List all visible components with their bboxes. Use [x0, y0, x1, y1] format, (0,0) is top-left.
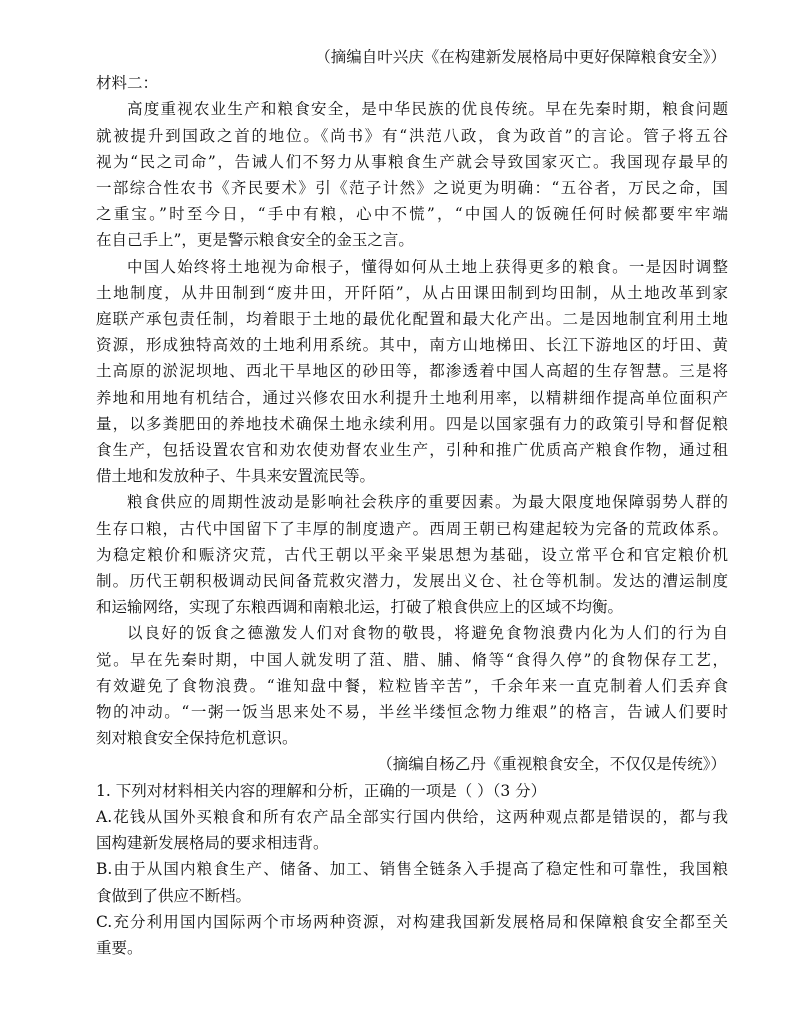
- paragraph-line: 粮食供应的周期性波动是影响社会秩序的重要因素。为最大限度地保障弱势人群的: [127, 493, 728, 512]
- material-label: 材料二：: [96, 74, 159, 93]
- paragraph-line: 土地制度，从井田制到“废井田，开阡陌”，从占田课田制到均田制，从土地改革到家: [96, 283, 728, 302]
- option-b: [96, 856, 728, 908]
- source-citation-1: （摘编自叶兴庆《在构建新发展格局中更好保障粮食安全》）: [315, 48, 726, 66]
- option-line: C.充分利用国内国际两个市场两种资源，对构建我国新发展格局和保障粮食安全都至关: [96, 912, 728, 931]
- option-c: [96, 909, 728, 961]
- paragraph-line: 庭联产承包责任制，均着眼于土地的最优化配置和最大化产出。二是因地制宜利用土地: [96, 310, 728, 329]
- option-line: 重要。: [96, 938, 143, 957]
- paragraph-line: 生存口粮，古代中国留下了丰厚的制度遗产。西周王朝已构建起较为完备的荒政体系。: [96, 519, 728, 538]
- paragraph-line: 物的冲动。“一粥一饭当思来处不易，半丝半缕恒念物力维艰”的格言，告诫人们要时: [96, 703, 728, 722]
- paragraph-line: 以良好的饭食之德激发人们对食物的敬畏，将避免食物浪费内化为人们的行为自: [127, 624, 728, 643]
- document-page: [96, 44, 728, 961]
- source-citation-2: （摘编自杨乙丹《重视粮食安全，不仅仅是传统》）: [377, 755, 726, 774]
- paragraph-line: 觉。早在先秦时期，中国人就发明了菹、腊、脯、脩等“食得久停”的食物保存工艺，: [96, 650, 728, 669]
- paragraph-line: 有效避免了食物浪费。“谁知盘中餐，粒粒皆辛苦”，千余年来一直克制着人们丢弃食: [96, 676, 728, 695]
- paragraph-line: 高度重视农业生产和粮食安全，是中华民族的优良传统。早在先秦时期，粮食问题: [127, 100, 728, 119]
- paragraph-1: [96, 96, 728, 253]
- question-stem: 1. 下列对材料相关内容的理解和分析，正确的一项是（ ）（3 分）: [96, 781, 547, 800]
- option-line: A.花钱从国外买粮食和所有农产品全部实行国内供给，这两种观点都是错误的，都与我: [96, 807, 728, 826]
- option-a: [96, 804, 728, 856]
- paragraph-3: [96, 489, 728, 620]
- paragraph-line: 一部综合性农书《齐民要术》引《范子计然》之说更为明确：“五谷者，万民之命，国: [96, 179, 728, 198]
- paragraph-line: 土高原的淤泥坝地、西北干旱地区的砂田等，都渗透着中国人高超的生存智慧。三是将: [96, 362, 728, 381]
- paragraph-4: [96, 620, 728, 751]
- option-line: 国构建新发展格局的要求相违背。: [96, 834, 329, 853]
- paragraph-line: 中国人始终将土地视为命根子，懂得如何从土地上获得更多的粮食。一是因时调整: [127, 257, 728, 276]
- paragraph-line: 食生产，包括设置农官和劝农使劝督农业生产，引种和推广优质高产粮食作物，通过租: [96, 441, 728, 460]
- paragraph-line: 之重宝。”时至今日，“手中有粮，心中不慌”，“中国人的饭碗任何时候都要牢牢端: [96, 205, 728, 224]
- paragraph-line: 量，以多粪肥田的养地技术确保土地永续利用。四是以国家强有力的政策引导和督促粮: [96, 414, 728, 433]
- paragraph-line: 借土地和发放种子、牛具来安置流民等。: [96, 467, 376, 486]
- paragraph-line: 资源，形成独特高效的土地利用系统。其中，南方山地梯田、长江下游地区的圩田、黄: [96, 336, 728, 355]
- paragraph-line: 就被提升到国政之首的地位。《尚书》有“洪范八政，食为政首”的言论。管子将五谷: [96, 126, 728, 145]
- paragraph-line: 和运输网络，实现了东粮西调和南粮北运，打破了粮食供应上的区域不均衡。: [96, 598, 624, 617]
- paragraph-line: 制。历代王朝积极调动民间备荒救灾潜力，发展出义仓、社仓等机制。发达的漕运制度: [96, 572, 728, 591]
- paragraph-line: 刻对粮食安全保持危机意识。: [96, 729, 298, 748]
- paragraph-line: 在自己手上”，更是警示粮食安全的金玉之言。: [96, 231, 414, 250]
- option-line: B.由于从国内粮食生产、储备、加工、销售全链条入手提高了稳定性和可靠性，我国粮: [96, 860, 728, 879]
- paragraph-line: 为稳定粮价和赈济灾荒，古代王朝以平籴平粜思想为基础，设立常平仓和官定粮价机: [96, 545, 728, 564]
- paragraph-2: [96, 254, 728, 490]
- paragraph-line: 视为“民之司命”，告诫人们不努力从事粮食生产就会导致国家灭亡。我国现存最早的: [96, 152, 728, 171]
- option-line: 食做到了供应不断档。: [96, 886, 252, 905]
- paragraph-line: 养地和用地有机结合，通过兴修农田水利提升土地利用率，以精耕细作提高单位面积产: [96, 388, 728, 407]
